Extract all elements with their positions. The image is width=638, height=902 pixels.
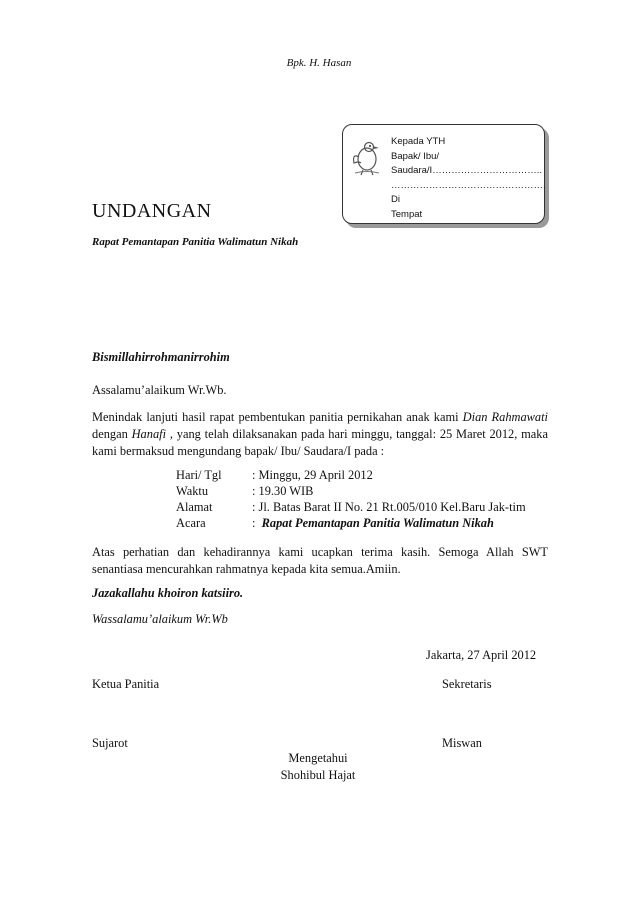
address-lines [391,135,546,222]
address-line: Tempat [391,208,423,220]
address-line: …………………………………………. [391,179,546,191]
bride-name: Dian Rahmawati [462,410,549,424]
detail-label: Waktu [176,484,209,498]
detail-row [176,515,526,531]
acknowledged-label: Mengetahui [288,751,348,765]
address-line: Di [391,194,400,205]
detail-colon: : [252,516,262,530]
detail-row [176,483,526,499]
invitation-paragraph [92,409,548,460]
event-details-table [176,467,526,531]
closing-greeting: Wassalamu’alaikum Wr.Wb [92,612,228,626]
paragraph-text: Menindak lanjuti hasil rapat pembentukan panitia pernikahan anak kami [92,410,463,424]
address-line: Bapak/ Ibu/ [391,150,440,162]
event-name: Rapat Pemantapan Panitia Walimatun Nikah [261,516,494,530]
chairman-role: Ketua Panitia [92,677,160,691]
closing-prayer: Jazakallahu khoiron katsiiro. [92,586,244,600]
secretary-name: Miswan [442,736,482,750]
detail-row [176,499,526,515]
letter-date: Jakarta, 27 April 2012 [426,648,537,662]
paragraph-text: dengan [92,427,132,441]
bismillah-line: Bismillahirrohmanirrohim [92,350,230,364]
detail-label: Acara [176,516,206,530]
address-line: Kepada YTH [391,136,446,147]
groom-name: Hanafi [131,427,167,441]
detail-value: : Jl. Batas Barat II No. 21 Rt.005/010 Kel.Baru Jak-tim [252,500,526,514]
paragraph-text: , yang telah dilaksanakan pada hari minggu, tanggal: 25 Maret 2012, maka kami bermaksud mengundang bapak/ Ibu/ Saudara/I pada : [92,427,548,458]
detail-label: Hari/ Tgl [176,468,222,482]
detail-value: : 19.30 WIB [252,484,314,498]
bird-logo-icon [349,137,385,177]
address-box [342,124,545,224]
detail-value: : Minggu, 29 April 2012 [252,468,373,482]
host-label: Shohibul Hajat [280,768,356,782]
document-subtitle: Rapat Pemantapan Panitia Walimatun Nikah [92,236,299,248]
chairman-name: Sujarot [92,736,128,750]
detail-row [176,467,526,483]
header-name: Bpk. H. Hasan [286,57,352,69]
document-title: UNDANGAN [92,200,212,222]
greeting-line: Assalamu’alaikum Wr.Wb. [92,383,227,397]
address-line: Saudara/I…………………………….. [391,165,542,176]
detail-value [252,515,526,531]
detail-label: Alamat [176,500,213,514]
thanks-paragraph: Atas perhatian dan kehadirannya kami ucapkan terima kasih. Semoga Allah SWT senantiasa mencurahkan rahmatnya kepada kita semua.Amiin. [92,545,548,576]
secretary-role: Sekretaris [442,677,492,691]
